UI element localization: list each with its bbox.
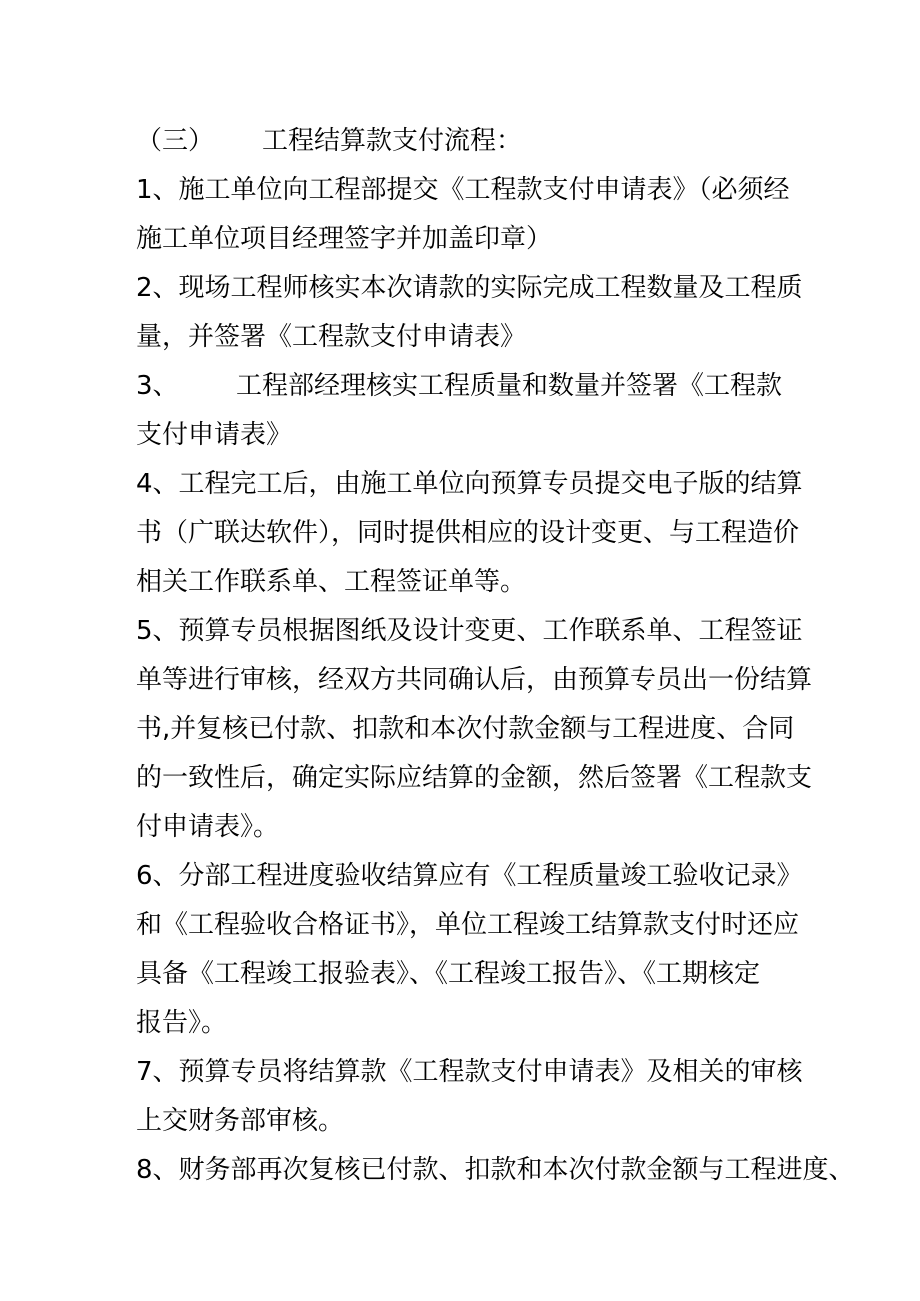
section-heading — [136, 117, 784, 166]
step-7 — [136, 1048, 803, 1146]
step-8 — [136, 1146, 855, 1195]
step-6-line-1: 6、分部工程进度验收结算应有《工程质量竣工验收记录》 — [136, 861, 803, 891]
step-6-line-2: 和《工程验收合格证书》，单位工程竣工结算款支付时还应 — [136, 910, 800, 940]
section-title: 工程结算款支付流程： — [262, 126, 523, 156]
step-2-line-1: 2、现场工程师核实本次请款的实际完成工程数量及工程质 — [136, 273, 803, 303]
step-8-line-1: 8、财务部再次复核已付款、扣款和本次付款金额与工程进度、 — [136, 1155, 855, 1185]
step-1-line-1: 1、施工单位向工程部提交《工程款支付申请表》（必须经 — [136, 175, 790, 205]
step-4-line-1: 4、工程完工后，由施工单位向预算专员提交电子版的结算 — [136, 469, 803, 499]
step-3-number: 3、 — [136, 371, 179, 401]
step-5-line-2: 单等进行审核，经双方共同确认后，由预算专员出一份结算 — [136, 665, 813, 695]
step-4 — [136, 460, 803, 607]
step-1-line-2: 施工单位项目经理签字并加盖印章） — [136, 224, 553, 254]
step-5-line-3: 书,并复核已付款、扣款和本次付款金额与工程进度、合同 — [136, 714, 795, 744]
step-1 — [136, 166, 790, 264]
step-3-line-2: 支付申请表》 — [136, 420, 293, 450]
step-6 — [136, 852, 803, 1048]
step-4-line-2: 书（广联达软件），同时提供相应的设计变更、与工程造价 — [136, 518, 800, 548]
step-4-line-3: 相关工作联系单、工程签证单等。 — [136, 567, 527, 597]
step-5-line-5: 付申请表》。 — [136, 812, 280, 842]
step-5-line-1: 5、预算专员根据图纸及设计变更、工作联系单、工程签证 — [136, 616, 803, 646]
step-2-line-2: 量，并签署《工程款支付申请表》 — [136, 322, 527, 352]
step-7-line-2: 上交财务部审核。 — [136, 1106, 345, 1136]
step-3-line-1-text: 工程部经理核实工程质量和数量并签署《工程款 — [236, 371, 783, 401]
step-7-line-1: 7、预算专员将结算款《工程款支付申请表》及相关的审核 — [136, 1057, 803, 1087]
step-6-line-3: 具备《工程竣工报验表》、《工程竣工报告》、《工期核定 — [136, 959, 761, 989]
step-5 — [136, 607, 813, 852]
step-2 — [136, 264, 803, 362]
step-3-line-1 — [136, 362, 784, 411]
step-5-line-4: 的一致性后，确定实际应结算的金额，然后签署《工程款支 — [136, 763, 813, 793]
document-body — [136, 117, 855, 1195]
step-3 — [136, 362, 784, 460]
step-6-line-4: 报告》。 — [136, 1008, 228, 1038]
section-number: （三） — [136, 126, 215, 156]
